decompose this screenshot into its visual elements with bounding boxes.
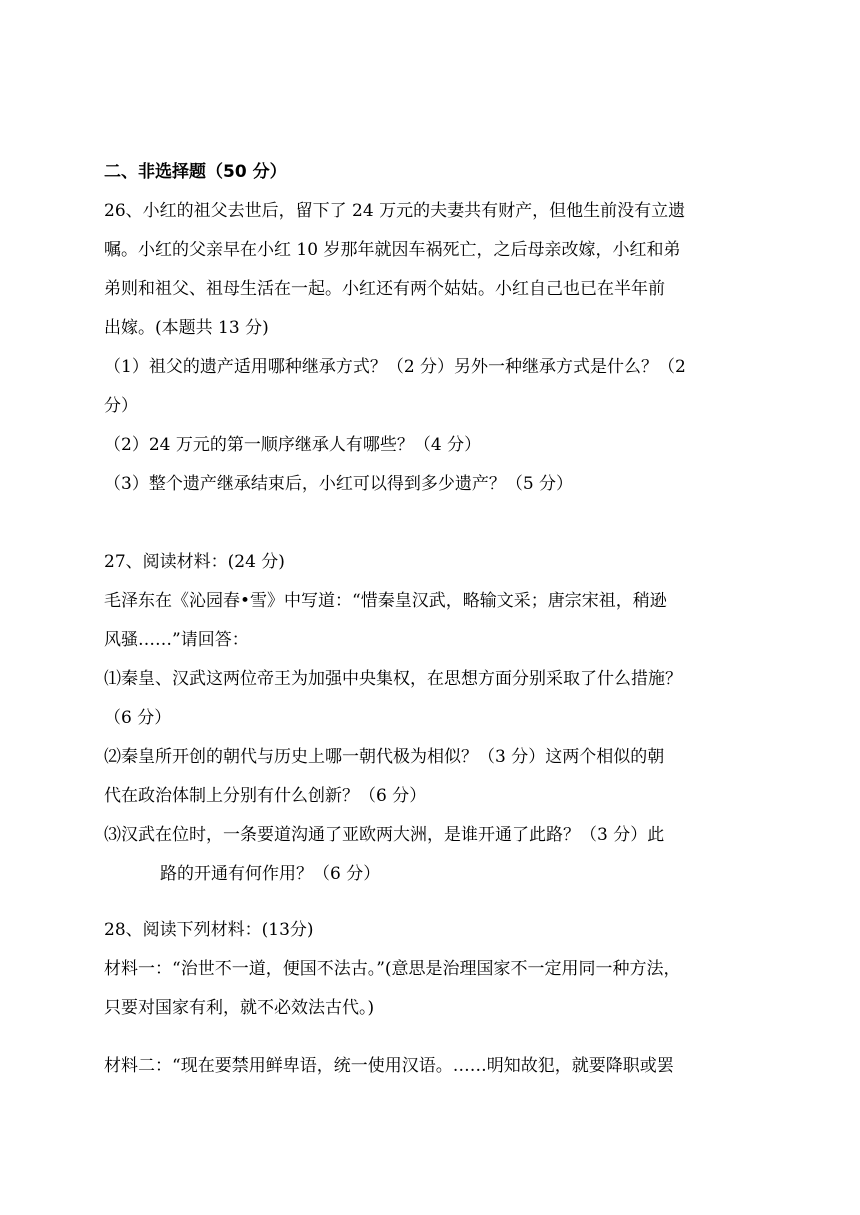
q27-title: 27、阅读材料：(24 分): [104, 552, 285, 572]
q27-material-line-1: 毛泽东在《沁园春•雪》中写道：“惜秦皇汉武，略输文采；唐宗宋祖，稍逊: [104, 591, 667, 611]
q27-sub1-line-1: ⑴秦皇、汉武这两位帝王为加强中央集权，在思想方面分别采取了什么措施？: [104, 669, 682, 689]
q26-sub2: （2）24 万元的第一顺序继承人有哪些？（4 分）: [104, 435, 482, 455]
q27-sub2-line-2: 代在政治体制上分别有什么创新？（6 分）: [104, 786, 427, 806]
section-title: 二、非选择题（50 分）: [104, 162, 287, 182]
q26-stem-line-4: 出嫁。(本题共 13 分): [104, 318, 269, 338]
q26-stem-line-1: 26、小红的祖父去世后，留下了 24 万元的夫妻共有财产，但他生前没有立遗: [104, 201, 686, 221]
q27-sub3-line-2: 路的开通有何作用？（6 分）: [160, 864, 381, 884]
q28-title: 28、阅读下列材料：(13分): [104, 920, 314, 940]
q27-sub3-line-1: ⑶汉武在位时，一条要道沟通了亚欧两大洲，是谁开通了此路？（3 分）此: [104, 825, 665, 845]
q26-stem-line-2: 嘱。小红的父亲早在小红 10 岁那年就因车祸死亡，之后母亲改嫁，小红和弟: [104, 240, 681, 260]
q28-material2-line-1: 材料二：“现在要禁用鲜卑语，统一使用汉语。……明知故犯，就要降职或罢: [104, 1056, 674, 1076]
q26-sub1-line-2: 分）: [104, 396, 138, 416]
q28-material1-line-1: 材料一：“治世不一道，便国不法古。”(意思是治理国家不一定用同一种方法，: [104, 959, 681, 979]
q26-sub3: （3）整个遗产继承结束后，小红可以得到多少遗产？（5 分）: [104, 474, 574, 494]
q26-stem-line-3: 弟则和祖父、祖母生活在一起。小红还有两个姑姑。小红自己也已在半年前: [104, 279, 665, 299]
q27-sub2-line-1: ⑵秦皇所开创的朝代与历史上哪一朝代极为相似？（3 分）这两个相似的朝: [104, 747, 665, 767]
q27-sub1-line-2: （6 分）: [104, 708, 172, 728]
q26-sub1-line-1: （1）祖父的遗产适用哪种继承方式？（2 分）另外一种继承方式是什么？（2: [104, 357, 686, 377]
q28-material1-line-2: 只要对国家有利，就不必效法古代。): [104, 998, 375, 1018]
q27-material-line-2: 风骚……”请回答：: [104, 630, 249, 650]
